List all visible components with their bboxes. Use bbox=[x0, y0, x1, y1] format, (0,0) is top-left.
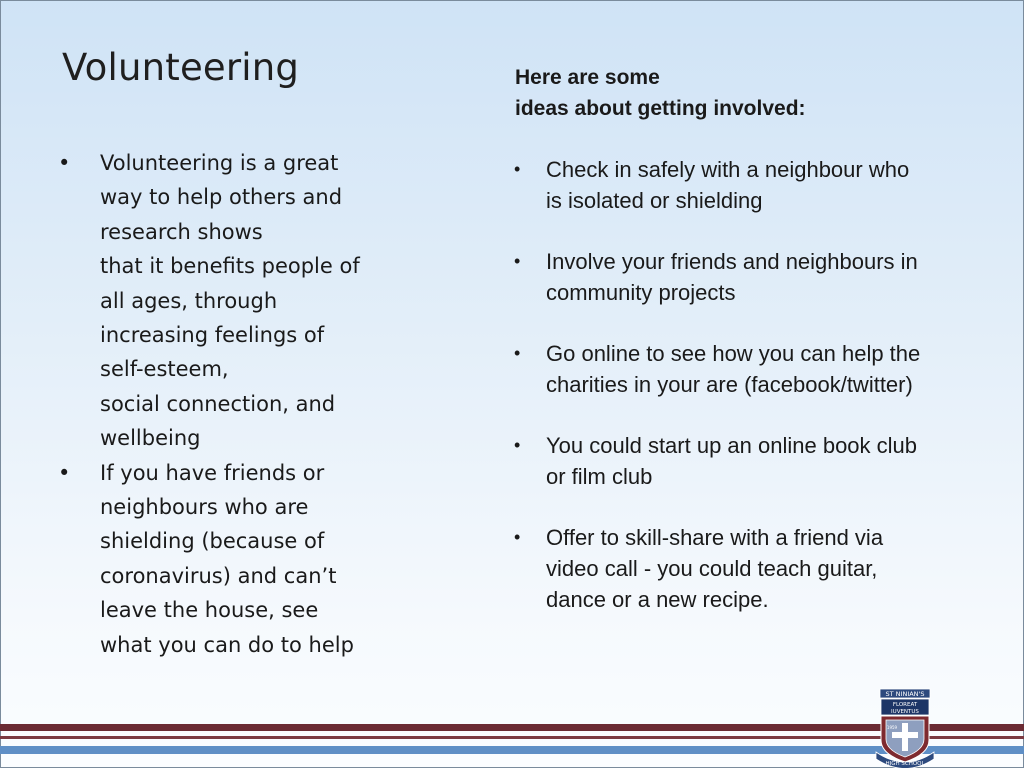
left-bullet-2-line-5: leave the house, see bbox=[100, 598, 319, 623]
left-bullet-2-line-1: If you have friends or bbox=[100, 460, 325, 485]
bullet-marker: • bbox=[514, 251, 521, 271]
idea-item-2 bbox=[512, 246, 1012, 308]
idea-2-line-2: community projects bbox=[546, 280, 736, 305]
bullet-marker: • bbox=[58, 460, 71, 485]
idea-1-line-1: Check in safely with a neighbour who bbox=[546, 157, 910, 182]
left-bullet-1-line-9: wellbeing bbox=[100, 426, 201, 451]
footer-stripe-blue bbox=[0, 746, 1024, 754]
idea-item-3 bbox=[512, 338, 1012, 400]
school-crest-logo bbox=[872, 688, 938, 768]
ideas-bullet-list bbox=[512, 154, 1012, 645]
idea-item-1 bbox=[512, 154, 1012, 216]
bullet-marker: • bbox=[514, 159, 521, 179]
left-bullet-1-line-7: self-esteem, bbox=[100, 357, 229, 382]
bullet-marker: • bbox=[514, 435, 521, 455]
idea-5-line-1: Offer to skill-share with a friend via bbox=[546, 525, 884, 550]
footer-stripe-maroon bbox=[0, 724, 1024, 731]
left-bullet-2-line-3: shielding (because of bbox=[100, 529, 325, 554]
left-bullet-1-line-3: research shows bbox=[100, 219, 263, 244]
ideas-intro bbox=[515, 62, 806, 124]
left-bullet-item-1 bbox=[58, 146, 398, 456]
idea-3-line-2: charities in your are (facebook/twitter) bbox=[546, 372, 913, 397]
left-bullet-2-line-6: what you can do to help bbox=[100, 632, 354, 657]
idea-item-4 bbox=[512, 430, 1012, 492]
left-bullet-1-line-4: that it benefits people of bbox=[100, 254, 360, 279]
idea-5-line-2: video call - you could teach guitar, bbox=[546, 556, 878, 581]
bullet-marker: • bbox=[514, 527, 521, 547]
crest-banner-bottom: HIGH SCHOOL bbox=[885, 761, 925, 767]
left-bullet-item-2 bbox=[58, 456, 398, 662]
idea-1-line-2: is isolated or shielding bbox=[546, 188, 763, 213]
left-bullet-2-line-4: coronavirus) and can’t bbox=[100, 563, 337, 588]
left-bullet-2-line-2: neighbours who are bbox=[100, 495, 309, 520]
left-bullet-1-line-8: social connection, and bbox=[100, 391, 336, 416]
left-bullet-list bbox=[58, 146, 398, 662]
left-bullet-1-line-2: way to help others and bbox=[100, 185, 343, 210]
idea-item-5 bbox=[512, 522, 1012, 615]
idea-4-line-2: or film club bbox=[546, 464, 653, 489]
idea-3-line-1: Go online to see how you can help the bbox=[546, 341, 921, 366]
crest-motto-2: IUVENTUS bbox=[891, 709, 919, 715]
crest-icon bbox=[872, 688, 938, 768]
left-bullet-1-line-6: increasing feelings of bbox=[100, 323, 325, 348]
left-bullet-1-line-5: all ages, through bbox=[100, 288, 278, 313]
ideas-intro-line-1: Here are some bbox=[515, 66, 660, 89]
crest-banner-top: ST NINIAN'S bbox=[885, 690, 925, 698]
footer-stripe-maroon-thin bbox=[0, 736, 1024, 739]
bullet-marker: • bbox=[58, 151, 71, 175]
idea-4-line-1: You could start up an online book club bbox=[546, 433, 918, 458]
crest-motto-1: FLOREAT bbox=[892, 702, 918, 708]
idea-2-line-1: Involve your friends and neighbours in bbox=[546, 249, 918, 274]
idea-5-line-3: dance or a new recipe. bbox=[546, 587, 769, 612]
crest-year: 1959 bbox=[886, 725, 898, 730]
slide-title: Volunteering bbox=[62, 46, 300, 89]
bullet-marker: • bbox=[514, 343, 521, 363]
left-bullet-1-line-1: Volunteering is a great bbox=[100, 151, 339, 175]
ideas-intro-line-2: ideas about getting involved: bbox=[515, 97, 806, 120]
